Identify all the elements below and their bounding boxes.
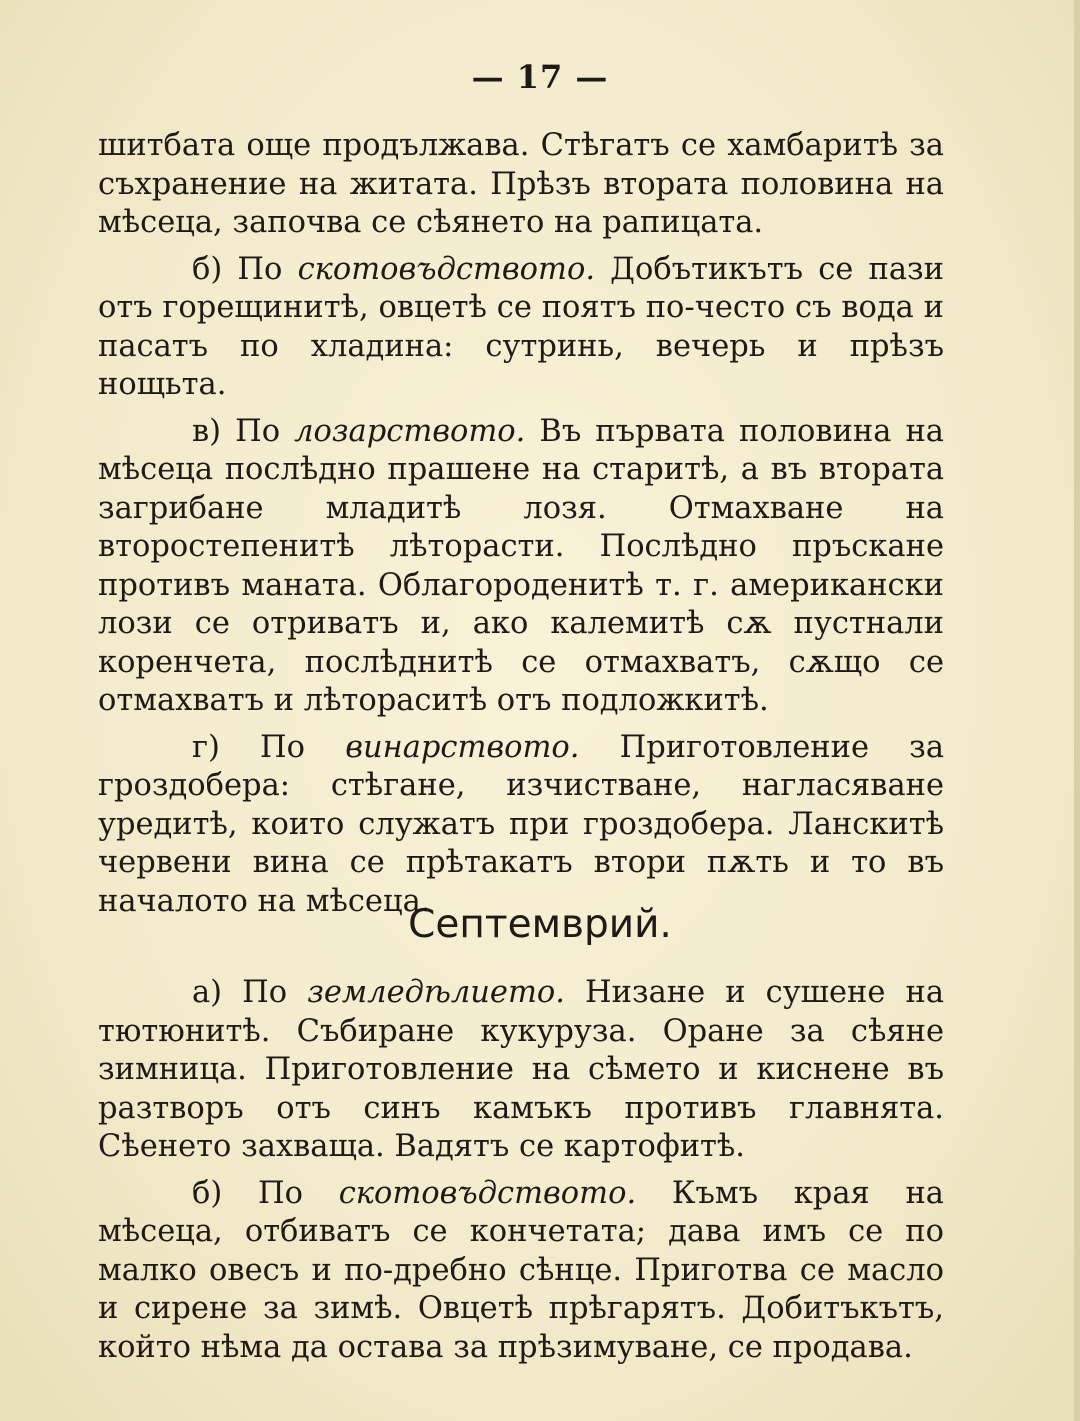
paragraph-winemaking <box>98 729 944 922</box>
paragraph-livestock <box>98 251 944 405</box>
paragraph-prefix: б) По <box>192 251 298 287</box>
text-block-september <box>98 974 944 1375</box>
paragraph-text: шитбата още продължава. Стѣгатъ се хамбаритѣ за съхранение на житата. Прѣзъ втората половина на мѣсеца, започва се сѣянето на рапицата. <box>98 128 944 240</box>
paragraph-prefix: г) По <box>192 729 346 765</box>
paragraph-text: Низане и сушене на тютюнитѣ. Събиране кукуруза. Оране за сѣяне зимница. Приготовление на сѣмето и киснене въ разтворъ отъ синъ камъкъ противъ главнята. Сѣенето захваща. Вадятъ се картофитѣ. <box>98 975 945 1164</box>
paragraph-prefix: а) По <box>192 975 308 1010</box>
paragraph-topic: лозарството. <box>294 413 526 449</box>
paragraph-topic: винарството. <box>345 729 580 765</box>
paragraph-livestock <box>98 1175 944 1368</box>
paragraph-text: Приготовление за гроздобера: стѣгане, изчистване, нагласяване уредитѣ, които служатъ при гроздобера. Ланскитѣ червени вина се прѣтакатъ втори пѫть и то въ началото на мѣсеца. <box>98 729 945 919</box>
paragraph-continuation <box>98 127 944 243</box>
page-number: — 17 — <box>471 58 609 96</box>
paragraph-text: Въ първата половина на мѣсеца послѣдно прашене на старитѣ, а въ втората загрибане младитѣ лозя. Отмахване на второстепенитѣ лѣторасти. Послѣдно пръскане противъ маната. Облагороденитѣ т. г. американски лози се отриватъ и, ако калемитѣ сѫ пустнали коренчета, послѣднитѣ се отмахватъ, сѫщо се отмахватъ и лѣтораситѣ отъ подложкитѣ. <box>98 413 944 718</box>
paragraph-text: Добътикътъ се пази отъ горещинитѣ, овцетѣ се поятъ по-често съ вода и пасатъ по хладина: сутринь, вечерь и прѣзъ нощьта. <box>98 251 944 402</box>
paragraph-topic: земледѣлието. <box>307 975 565 1010</box>
paragraph-agriculture <box>98 974 944 1167</box>
paragraph-topic: скотовъдството. <box>338 1175 637 1211</box>
paragraph-prefix: в) По <box>192 413 295 449</box>
text-block-august <box>98 127 944 929</box>
paragraph-topic: скотовъдството. <box>297 251 596 287</box>
paragraph-text: Къмъ края на мѣсеца, отбиватъ се кончетата; дава имъ се по малко овесъ и по-дребно сѣнце. Приготва се масло и сирене за зимѣ. Овцетѣ прѣгарятъ. Добитъкътъ, който нѣма да остава за прѣзимуване, се продава. <box>98 1175 944 1365</box>
section-heading: Септемврий. <box>408 902 672 947</box>
paragraph-prefix: б) По <box>192 1175 339 1211</box>
paragraph-viticulture <box>98 413 944 721</box>
